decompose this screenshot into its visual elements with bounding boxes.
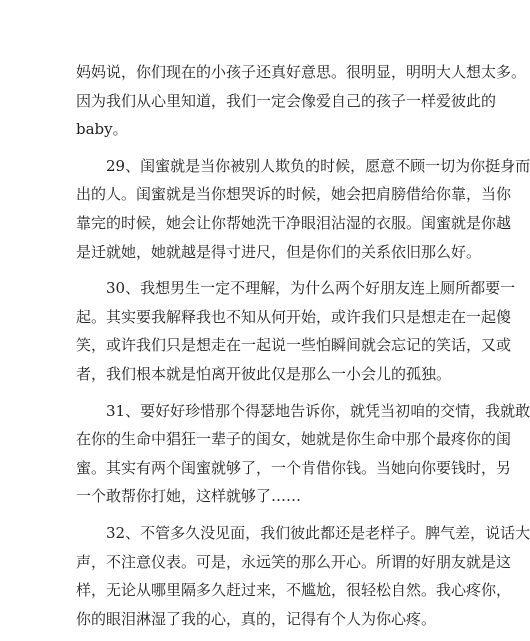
paragraph-line: 32、不管多久没见面，我们彼此都还是老样子。脾气差，说话大 — [106, 523, 530, 542]
paragraph-line: 靠完的时候，她会让你帮她洗干净眼泪沾湿的衣服。闺蜜就是你越 — [76, 213, 512, 232]
paragraph-line: 30、我想男生一定不理解，为什么两个好朋友连上厕所都要一 — [106, 279, 516, 298]
paragraph-31 — [76, 397, 530, 511]
paragraph-1 — [76, 58, 527, 144]
paragraph-line: 在你的生命中猖狂一辈子的闺女，她就是你生命中那个最疼你的闺 — [76, 430, 512, 449]
paragraph-line: 31、要好好珍惜那个得瑟地告诉你，就凭当初咱的交情，我就敢 — [106, 401, 530, 420]
paragraph-line: 者，我们根本就是怕离开彼此仅是那么一小会儿的孤独。 — [76, 364, 452, 383]
paragraph-line: 29、闺蜜就是当你被别人欺负的时候，愿意不顾一切为你挺身而 — [106, 156, 530, 175]
paragraph-line: 样，无论从哪里隔多久赶过来，不尴尬，很轻松自然。我心疼你， — [76, 581, 512, 600]
paragraph-line: 你的眼泪淋湿了我的心，真的，记得有个人为你心疼。 — [76, 609, 437, 628]
paragraph-line: 起。其实要我解释我也不知从何开始，或许我们只是想走在一起傻 — [76, 307, 512, 326]
paragraph-line: 蜜。其实有两个闺蜜就够了，一个肯借你钱。当她向你要钱时，另 — [76, 458, 512, 477]
paragraph-line: 笑，或许我们只是想走在一起说一些怕瞬间就会忘记的笑话，又或 — [76, 336, 512, 355]
paragraph-line: 因为我们从心里知道，我们一定会像爱自己的孩子一样爱彼此的 — [76, 91, 497, 110]
document-body — [76, 58, 530, 641]
paragraph-line: baby。 — [76, 120, 128, 139]
paragraph-29 — [76, 152, 530, 266]
paragraph-line: 妈妈说，你们现在的小孩子还真好意思。很明显，明明大人想太多。 — [76, 63, 527, 81]
paragraph-line: 一个敢帮你打她，这样就够了…… — [76, 487, 302, 506]
paragraph-32 — [76, 519, 530, 633]
paragraph-line: 声，不注意仪表。可是，永远笑的那么开心。所谓的好朋友就是这 — [76, 552, 512, 571]
paragraph-line: 出的人。闺蜜就是当你想哭诉的时候，她会把肩膀借给你靠，当你 — [76, 185, 512, 204]
paragraph-30 — [76, 274, 516, 388]
paragraph-line: 是迁就她，她就越是得寸进尺，但是你们的关系依旧那么好。 — [76, 242, 482, 261]
